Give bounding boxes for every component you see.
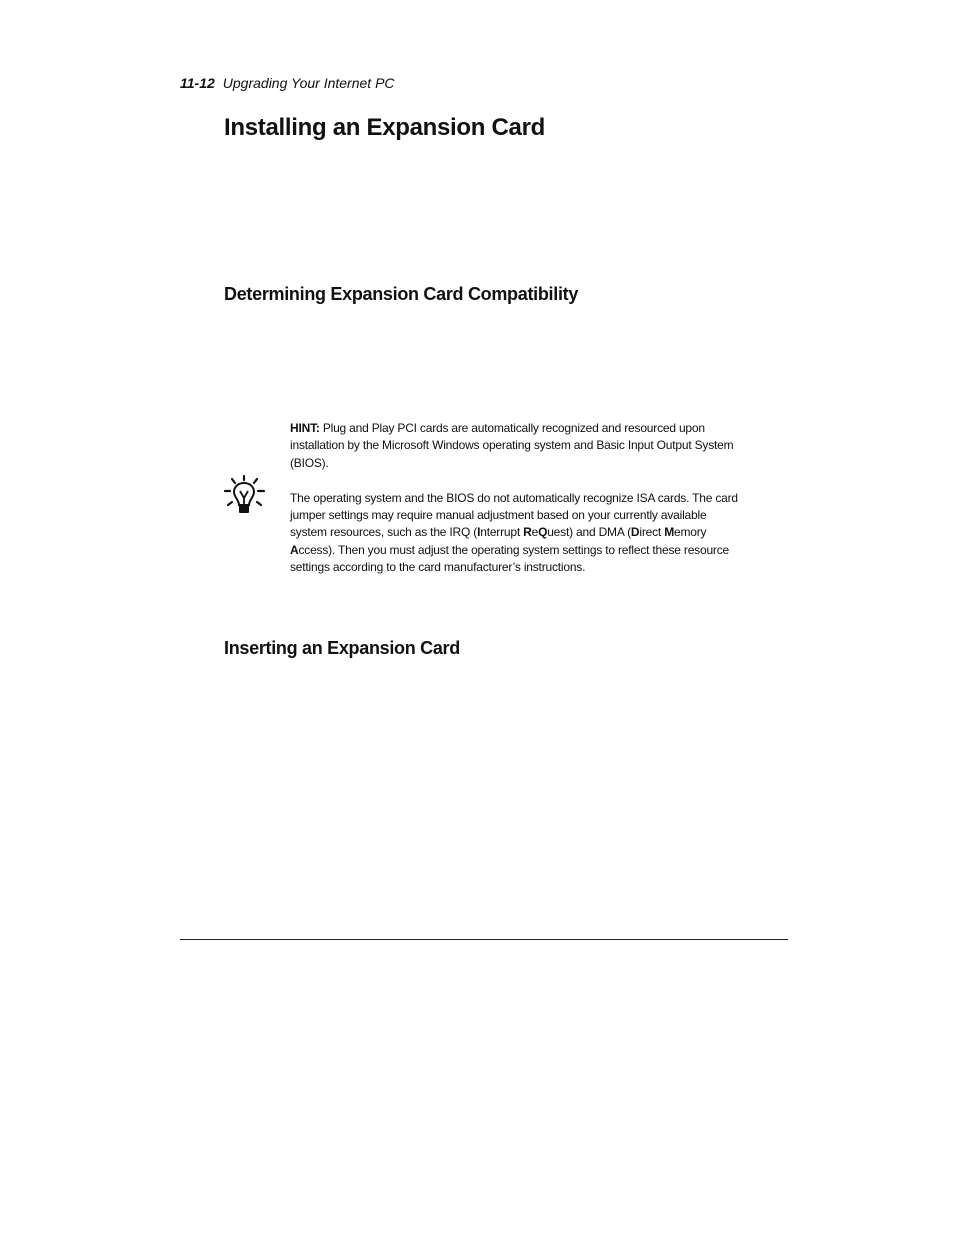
hint-paragraph-2: The operating system and the BIOS do not automatically recognize ISA cards. The card jumper settings may require manual adjustment based on your currently available system resources, such as the IRQ (Interrupt ReQuest) and DMA (Direct Memory Access). Then you must adjust the operating system settings to reflect these resource settings according to the card manufacturer’s instructions. <box>290 490 738 575</box>
footer-divider <box>180 939 788 940</box>
hint-note <box>290 420 740 576</box>
subsection-heading-compatibility: Determining Expansion Card Compatibility <box>224 284 579 304</box>
lightbulb-icon <box>224 474 266 516</box>
subsection-heading-inserting: Inserting an Expansion Card <box>224 638 460 658</box>
chapter-title: Upgrading Your Internet PC <box>222 75 395 91</box>
page-number: 11-12 <box>180 75 215 91</box>
section-title: Installing an Expansion Card <box>224 114 545 141</box>
running-header <box>180 75 395 91</box>
hint-paragraph-1: HINT: Plug and Play PCI cards are automatically recognized and resourced upon installation by the Microsoft Windows operating system and Basic Input Output System (BIOS). <box>290 421 734 470</box>
hint-label: HINT: <box>290 421 320 435</box>
